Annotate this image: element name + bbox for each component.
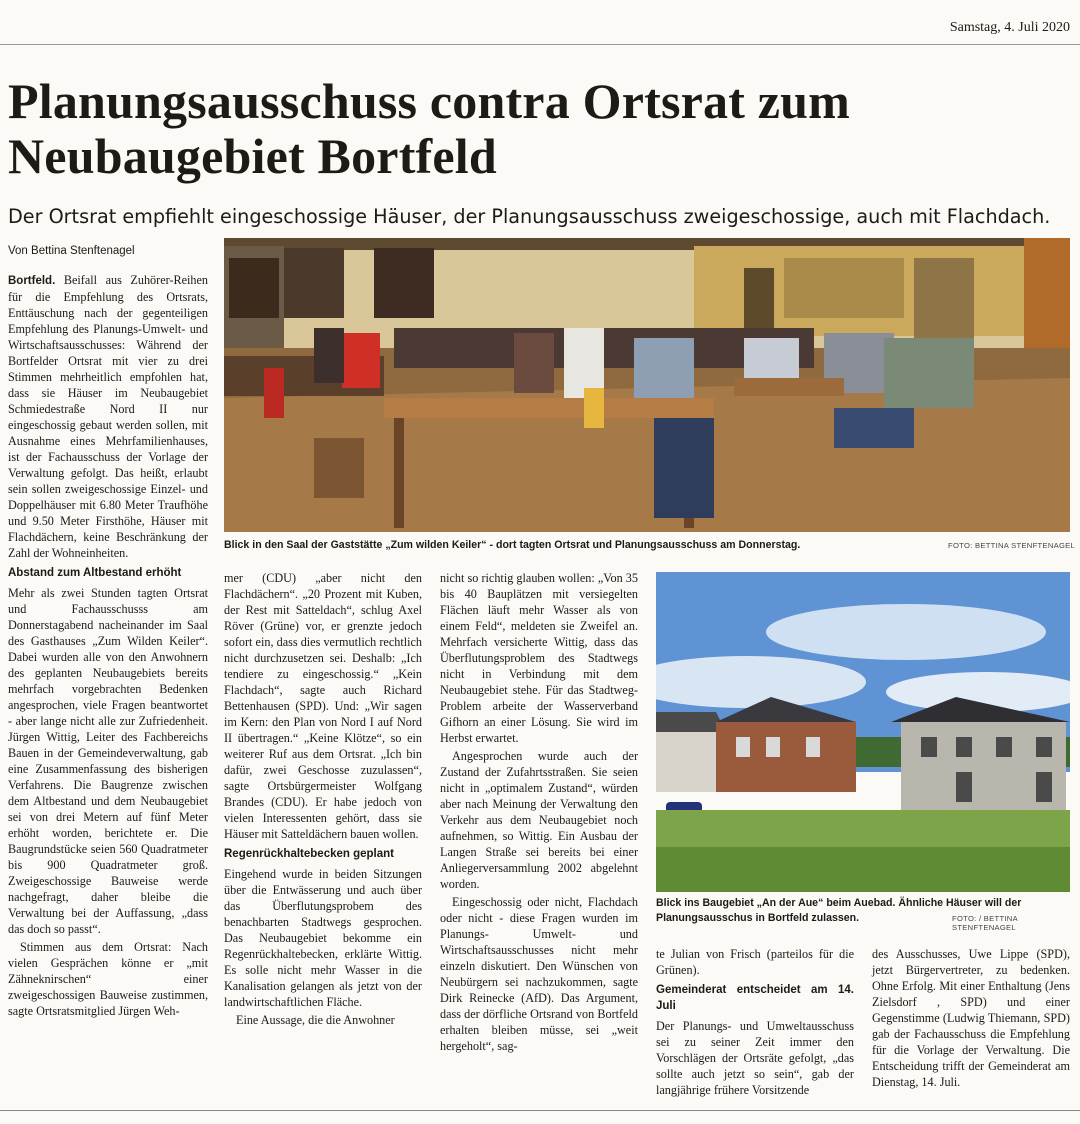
col3-paragraph-2: Angesprochen wurde auch der Zustand der Zufahrtsstraßen. Sie seien nicht in „optimalem Zustand“, würden aber nach Meinung der Verwaltung den Verkehr aus dem Neubaugebiet noch aufnehmen, so Wittig. Ein Ausbau der Langen Straße sei bereits bei einer Anliegerversammlung 2002 abgelehnt worden. — [440, 749, 638, 891]
article-column-2 — [224, 570, 422, 1030]
col4-paragraph-2: Der Planungs- und Umweltausschuss sei zu seiner Zeit immer den Vorschlägen der Ortsräte gefolgt, „das sollte auch jetzt so sein“, gab der langjährige frühere Vorsitzende — [656, 1019, 854, 1097]
article-column-5 — [872, 946, 1070, 1092]
photo-building-site — [656, 572, 1070, 892]
subheading-abstand: Abstand zum Altbestand erhöht — [8, 567, 182, 579]
headline — [8, 74, 1074, 184]
photo-meeting-hall — [224, 238, 1070, 532]
building-site-image — [656, 572, 1070, 892]
article-column-4 — [656, 946, 854, 1100]
meeting-hall-image — [224, 238, 1070, 532]
photo1-caption: Blick in den Saal der Gaststätte „Zum wilden Keiler“ - dort tagten Ortsrat und Planungsausschuss am Donnerstag. — [224, 539, 801, 551]
header-rule — [0, 44, 1080, 45]
col2-paragraph-2: Eingehend wurde in beiden Sitzungen über die Entwässerung und auch über das Überflutungsprobem des benachbarten Stadtwegs gesprochen. Das Neubaugebiet bekomme ein Regenrückhaltebecken, erklärte Wittig. Es solle nicht mehr Wasser in die Kanalisation gelangen als jetzt von der landwirtschaftlichen Fläche. — [224, 867, 422, 1009]
photo2-credit: FOTO: / BETTINA STENFTENAGEL — [952, 914, 1018, 932]
issue-date: Samstag, 4. Juli 2020 — [949, 20, 1070, 35]
dateline: Bortfeld. — [8, 275, 56, 287]
subheadline: Der Ortsrat empfiehlt eingeschossige Häuser, der Planungsausschuss zweigeschossige, auch mit Flachdach. — [8, 205, 1051, 228]
col1-paragraph-3: Stimmen aus dem Ortsrat: Nach vielen Gesprächen könne er „mit Zähneknirschen“ einer zweigeschossigen Bauweise zustimmen, sagte Ortsratsmitglied Jürgen Weh- — [8, 940, 208, 1018]
article-column-1 — [8, 272, 208, 1021]
col2-paragraph-3: Eine Aussage, die die Anwohner — [236, 1013, 395, 1027]
footer-rule — [0, 1110, 1080, 1111]
col1-text-1: Beifall aus Zuhörer-Reihen für die Empfehlung des Ortsrats, Enttäuschung nach der gegenteiligen Empfehlung des Planungs-Umwelt- und Wirtschaftsausschusses: Während der Bortfelder Ortsrat mit vier zu drei Stimmen mehrheitlich empfohlen hat, dass sie Häuser im Neubaugebiet Schmiedestraße Nord II nur eingeschossig gebaut werden sollen, mit Ausnahme eines Mehrfamilienhauses, ist der Fachausschuss der Vorlage der Verwaltung gefolgt. Das heißt, erlaubt sein sollen zweigeschossige Einzel- und Doppelhäuser mit 6.80 Meter Traufhöhe und 9.50 Meter Firsthöhe, Häuser mit Flachdächern, keine Beschränkung der Zahl der Wohneinheiten. — [8, 273, 209, 560]
col1-paragraph-1 — [8, 272, 208, 561]
headline-line-1: Planungsausschuss contra Ortsrat zum — [8, 73, 850, 129]
col5-paragraph-1: des Ausschusses, Uwe Lippe (SPD), jetzt Bürgervertreter, zu bedenken. Ohne Erfolg. Mit einer Enthaltung (Jens Zielsdorf , SPD) und einer Gegenstimme (Ludwig Thiemann, SPD) gab der Fachausschuss die Empfehlung für die Vorlage der Verwaltung. Die Entscheidung trifft der Gemeinderat am Dienstag, 14. Juli. — [872, 947, 1070, 1089]
col2-paragraph-1: mer (CDU) „aber nicht den Flachdächern“. „20 Prozent mit Kuben, der Rest mit Satteldach“, schlug Axel Röver (Grüne) vor, er grenzte jedoch sofort ein, dass dies vermutlich rechtlich nicht durchzusetzen sei. Deshalb: „Ich tendiere zu eingeschossig.“ „Kein Flachdach“, sagte auch Richard Bettenhausen (SPD). Und: „Wir sagen im Kern: den Plan von Nord I auf Nord II übertragen.“ „Keine Klötze“, so ein weiterer Ruf aus dem Ortsrat. „Ich bin dafür, zwei Geschosse zuzulassen“, sagte Ortsbürgermeister Wolfgang Brandes (CDU). Er habe jedoch von vielen Interessenten gehört, dass sie Häuser mit Satteldächern bauen wollen. — [224, 571, 422, 841]
subheading-regenrueckhaltebecken: Regenrückhaltebecken geplant — [224, 848, 394, 860]
photo1-credit: FOTO: BETTINA STENFTENAGEL — [948, 541, 1076, 550]
col1-paragraph-2: Mehr als zwei Stunden tagten Ortsrat und Fachausschusss am Donnerstagabend nacheinander im Saal des Gasthauses „Zum Wilden Keiler“. Dabei wurden alle von den Anwohnern des geplanten Neubaugebiets bereits mehrfach vorgebrachten Bedenken angesprochen, viele Fragen beantwortet - aber lange nicht alle zur Zufriedenheit. Jürgen Wittig, Leiter des Fachbereichs Bauen in der Gemeindeverwaltung, gab eine Zusammenfassung des bisherigen Verfahrens. Die Baugrenze zwischen dem Altbestand und dem Neubaugebiet sei von drei Metern auf fünf Meter erhöht worden, berichtete er. Die Baugrundstücke seien 560 Quadratmeter bis 900 Quadratmeter groß. Zweigeschossige Bauweise werde nachgefragt, daher bleibe die Verwaltung bei der Auffassung, „dass das doch so passt“. — [8, 586, 208, 936]
col4-paragraph-1: te Julian von Frisch (parteilos für die Grünen). — [656, 947, 854, 977]
photo2-caption: Blick ins Baugebiet „An der Aue“ beim Auebad. Ähnliche Häuser will der Planungsausschus in Bortfeld zulassen. — [656, 897, 1022, 924]
article-column-3 — [440, 570, 638, 1056]
byline: Von Bettina Stenftenagel — [8, 245, 135, 257]
col3-paragraph-3: Eingeschossig oder nicht, Flachdach oder nicht - diese Fragen wurden im Planungs- Umwelt- und Wirtschaftsausschusses nicht mehr einzeln diskutiert. Den Wünschen von Neubürgern sei nachzukommen, sagte Dirk Reinecke (AfD). Das Argument, dass der dörfliche Ortsrand von Bortfeld erhalten bleiben müsse, sei „weit hergeholt“, sag- — [440, 895, 638, 1053]
col3-paragraph-1: nicht so richtig glauben wollen: „Von 35 bis 40 Bauplätzen mit versiegelten Flächen läuft mehr Wasser als von einem Feld“, meldeten sie Zweifel an. Mehrfach versicherte Wittig, dass das Überflutungsproblem des Stadtwegs nicht in Verbindung mit dem Neubaugebiet stehe. Für das Stadtweg-Problem arbeite der Wasserverband Gifhorn an einer Lösung. Sie wird im Herbst erwartet. — [440, 571, 638, 745]
headline-line-2: Neubaugebiet Bortfeld — [8, 128, 497, 184]
subheading-gemeinderat: Gemeinderat entscheidet am 14. Juli — [656, 984, 854, 1012]
